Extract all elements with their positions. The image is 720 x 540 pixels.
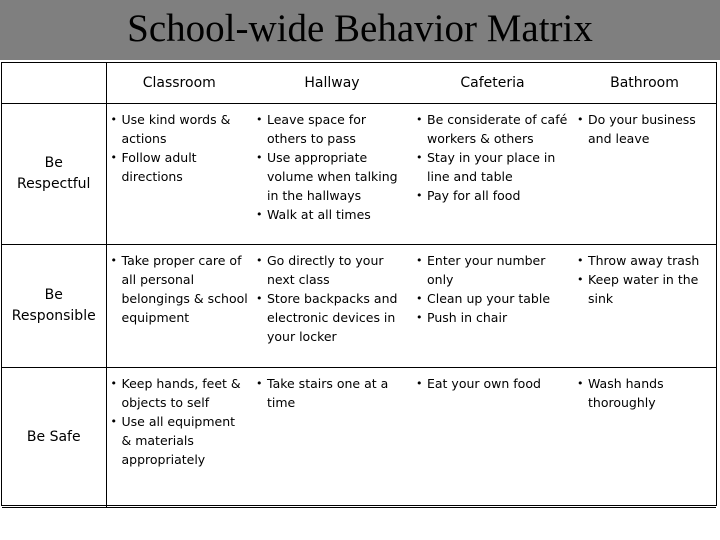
list-item: • Push in chair <box>416 308 569 327</box>
matrix-sheet <box>0 60 720 540</box>
column-header-cafeteria: Cafeteria <box>412 63 573 104</box>
column-header-classroom: Classroom <box>106 63 252 104</box>
table-row <box>2 104 716 245</box>
list-item: • Keep hands, feet & objects to self <box>111 374 249 412</box>
cell-cafeteria <box>412 245 573 368</box>
row-header: Be Safe <box>2 368 106 508</box>
cell-cafeteria <box>412 368 573 508</box>
list-item: • Clean up your table <box>416 289 569 308</box>
list-item: • Wash hands thoroughly <box>577 374 712 412</box>
list-item: • Take stairs one at a time <box>256 374 408 412</box>
expectation-list <box>256 251 408 346</box>
table-row <box>2 245 716 368</box>
expectation-list <box>416 251 569 327</box>
expectation-list <box>416 374 569 393</box>
list-item: • Take proper care of all personal belongings & school equipment <box>111 251 249 327</box>
cell-hallway <box>252 368 412 508</box>
expectation-list <box>256 374 408 412</box>
list-item: • Use appropriate volume when talking in the hallways <box>256 148 408 205</box>
list-item: • Leave space for others to pass <box>256 110 408 148</box>
corner-cell <box>2 63 106 104</box>
list-item: • Keep water in the sink <box>577 270 712 308</box>
cell-classroom <box>106 245 252 368</box>
list-item: • Be considerate of café workers & others <box>416 110 569 148</box>
list-item: • Stay in your place in line and table <box>416 148 569 186</box>
expectation-list <box>256 110 408 224</box>
list-item: • Go directly to your next class <box>256 251 408 289</box>
table-row <box>2 368 716 508</box>
expectation-list <box>577 374 712 412</box>
row-header: Be Respectful <box>2 104 106 245</box>
behavior-matrix-table <box>2 63 716 508</box>
cell-bathroom <box>573 368 716 508</box>
expectation-list <box>577 251 712 308</box>
cell-classroom <box>106 368 252 508</box>
list-item: • Eat your own food <box>416 374 569 393</box>
expectation-list <box>111 374 249 469</box>
column-header-bathroom: Bathroom <box>573 63 716 104</box>
cell-hallway <box>252 104 412 245</box>
list-item: • Use all equipment & materials appropriately <box>111 412 249 469</box>
expectation-list <box>577 110 712 148</box>
cell-bathroom <box>573 104 716 245</box>
expectation-list <box>111 110 249 186</box>
cell-hallway <box>252 245 412 368</box>
page-title: School-wide Behavior Matrix <box>127 7 593 50</box>
list-item: • Follow adult directions <box>111 148 249 186</box>
list-item: • Use kind words & actions <box>111 110 249 148</box>
cell-classroom <box>106 104 252 245</box>
list-item: • Store backpacks and electronic devices in your locker <box>256 289 408 346</box>
header-row <box>2 63 716 104</box>
column-header-hallway: Hallway <box>252 63 412 104</box>
list-item: • Pay for all food <box>416 186 569 205</box>
cell-cafeteria <box>412 104 573 245</box>
list-item: • Walk at all times <box>256 205 408 224</box>
row-header: Be Responsible <box>2 245 106 368</box>
expectation-list <box>416 110 569 205</box>
expectation-list <box>111 251 249 327</box>
cell-bathroom <box>573 245 716 368</box>
list-item: • Do your business and leave <box>577 110 712 148</box>
list-item: • Throw away trash <box>577 251 712 270</box>
list-item: • Enter your number only <box>416 251 569 289</box>
